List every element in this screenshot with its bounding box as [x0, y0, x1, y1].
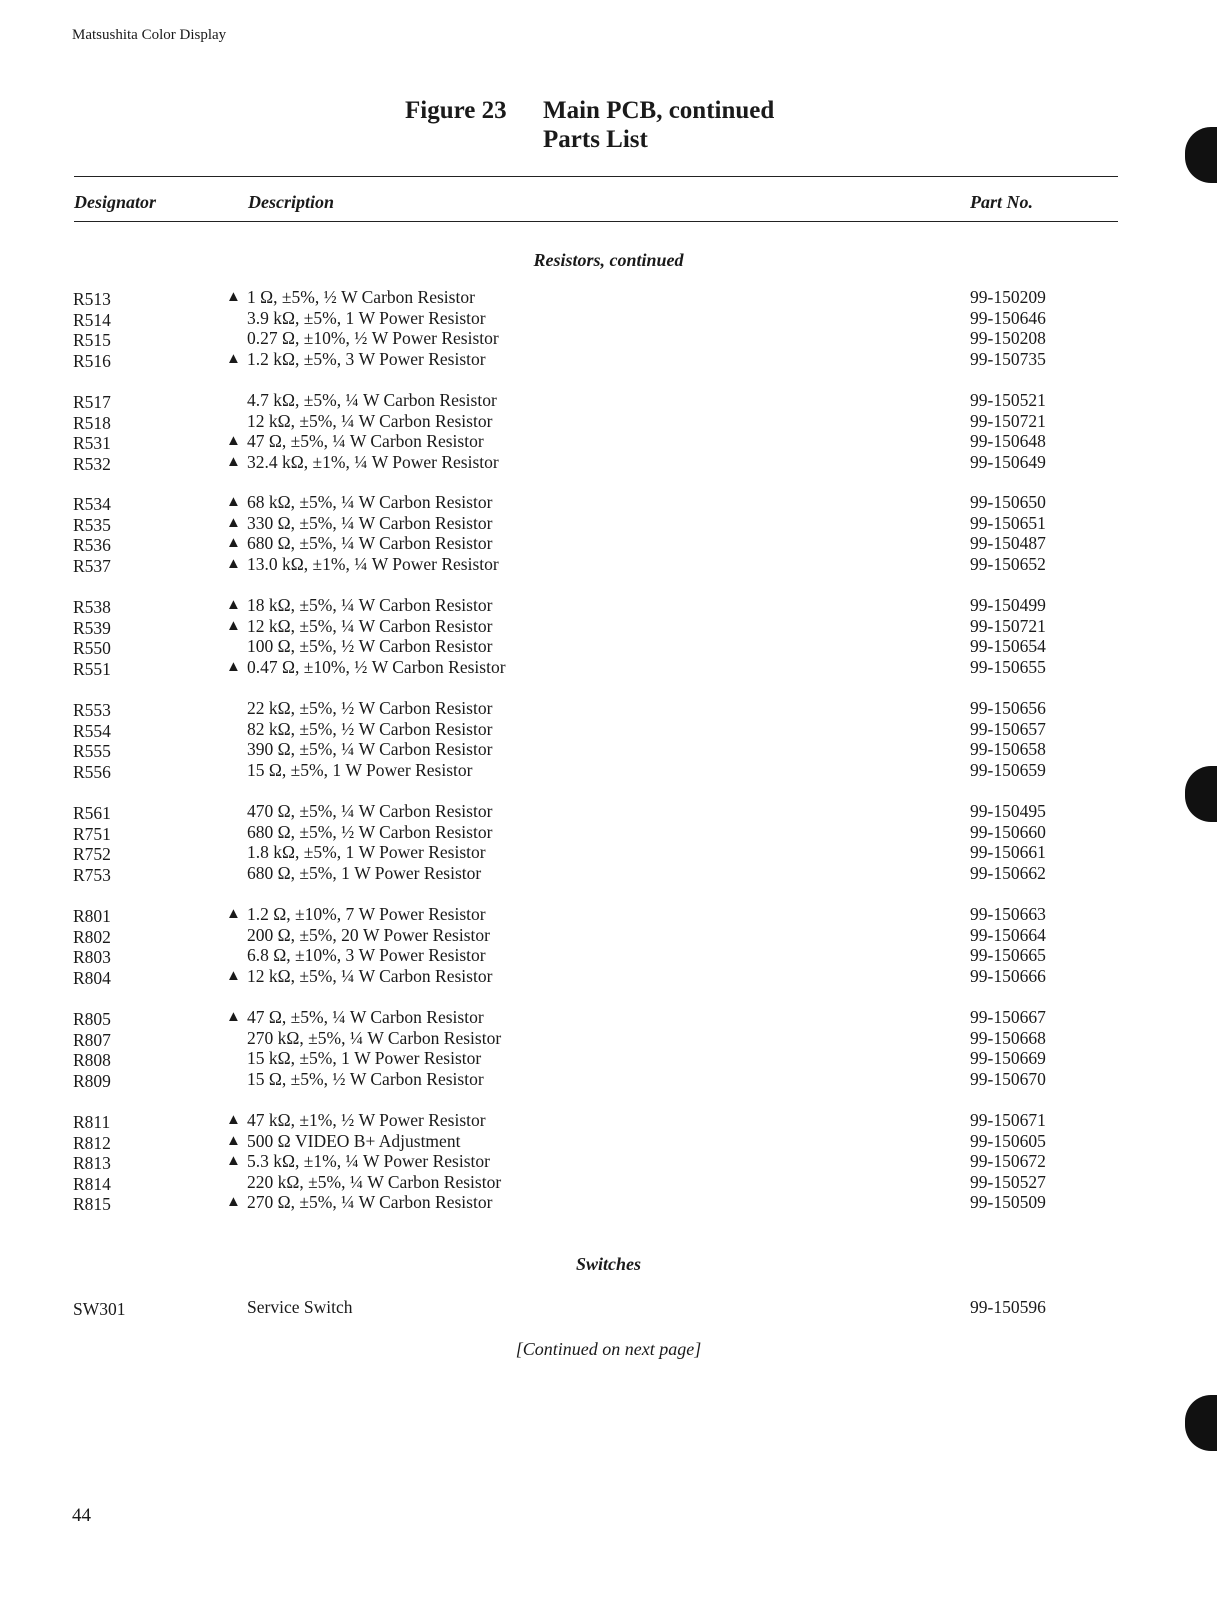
part-number-cell: 99-150652: [970, 553, 1046, 574]
table-row: [0, 1172, 1217, 1193]
designator-cell: R808: [73, 1050, 111, 1071]
description-cell: 220 kΩ, ±5%, ¼ W Carbon Resistor: [247, 1171, 502, 1192]
description-cell: 47 Ω, ±5%, ¼ W Carbon Resistor: [247, 1007, 484, 1027]
running-head: Matsushita Color Display: [72, 27, 227, 43]
designator-cell: R555: [73, 741, 111, 762]
description-cell: 15 Ω, ±5%, 1 W Power Resistor: [247, 759, 473, 780]
description-cell: 330 Ω, ±5%, ¼ W Carbon Resistor: [247, 512, 493, 533]
designator-cell: R753: [73, 864, 111, 885]
safety-triangle-icon: ▲: [226, 535, 241, 552]
designator-cell: R534: [73, 494, 111, 514]
part-number-cell: 99-150660: [970, 821, 1046, 842]
part-number-cell: 99-150721: [970, 615, 1046, 636]
table-row: [0, 657, 1217, 678]
part-number-cell: 99-150662: [970, 862, 1046, 883]
designator-cell: R804: [73, 967, 111, 988]
designator-cell: R801: [73, 906, 111, 926]
description-cell: 200 Ω, ±5%, 20 W Power Resistor: [247, 924, 490, 945]
safety-triangle-icon: ▲: [226, 555, 241, 572]
description-cell: 1 Ω, ±5%, ½ W Carbon Resistor: [247, 287, 475, 307]
part-number-cell: 99-150661: [970, 842, 1046, 863]
page-number: 44: [72, 1505, 91, 1526]
table-row: [0, 945, 1217, 966]
description-cell: 270 kΩ, ±5%, ¼ W Carbon Resistor: [247, 1027, 502, 1048]
description-cell: 15 kΩ, ±5%, 1 W Power Resistor: [247, 1048, 482, 1069]
part-number-cell: 99-150649: [970, 451, 1046, 472]
table-row: [0, 739, 1217, 760]
description-cell: 32.4 kΩ, ±1%, ¼ W Power Resistor: [247, 451, 499, 472]
description-cell: 270 Ω, ±5%, ¼ W Carbon Resistor: [247, 1192, 493, 1213]
figure-label: Figure 23: [405, 97, 507, 124]
part-number-cell: 99-150521: [970, 390, 1046, 410]
safety-triangle-icon: ▲: [226, 1112, 241, 1128]
table-row: [0, 822, 1217, 843]
safety-triangle-icon: ▲: [226, 617, 241, 634]
description-cell: 4.7 kΩ, ±5%, ¼ W Carbon Resistor: [247, 390, 497, 410]
part-number-cell: 99-150672: [970, 1151, 1046, 1172]
part-number-cell: 99-150667: [970, 1007, 1046, 1027]
table-row: [0, 904, 1217, 925]
part-number-cell: 99-150487: [970, 533, 1046, 554]
table-row: [0, 513, 1217, 534]
part-number-cell: 99-150670: [970, 1068, 1046, 1089]
part-number-cell: 99-150651: [970, 512, 1046, 533]
figure-title-line2: Parts List: [543, 126, 648, 153]
table-row: [0, 636, 1217, 657]
table-row: [0, 1028, 1217, 1049]
safety-triangle-icon: ▲: [226, 967, 241, 984]
table-row: [0, 492, 1217, 513]
table-row: [0, 328, 1217, 349]
part-number-cell: 99-150648: [970, 431, 1046, 452]
designator-cell: R811: [73, 1112, 111, 1132]
designator-cell: R556: [73, 761, 111, 782]
table-row: [0, 431, 1217, 452]
description-cell: 13.0 kΩ, ±1%, ¼ W Power Resistor: [247, 553, 499, 574]
description-cell: 82 kΩ, ±5%, ½ W Carbon Resistor: [247, 718, 493, 739]
table-row: [0, 1192, 1217, 1213]
designator-cell: R513: [73, 289, 111, 309]
part-number-cell: 99-150499: [970, 595, 1046, 615]
designator-cell: R802: [73, 926, 111, 947]
description-cell: 12 kΩ, ±5%, ¼ W Carbon Resistor: [247, 965, 493, 986]
table-row: [0, 595, 1217, 616]
part-number-cell: 99-150669: [970, 1048, 1046, 1069]
description-cell: 3.9 kΩ, ±5%, 1 W Power Resistor: [247, 307, 486, 328]
part-number-cell: 99-150665: [970, 945, 1046, 966]
safety-triangle-icon: ▲: [226, 433, 241, 450]
table-row: [0, 308, 1217, 329]
part-number-cell: 99-150666: [970, 965, 1046, 986]
safety-triangle-icon: ▲: [226, 453, 241, 470]
table-row: [0, 452, 1217, 473]
table-row: [0, 1048, 1217, 1069]
part-number-cell: 99-150654: [970, 636, 1046, 657]
part-number-cell: 99-150657: [970, 718, 1046, 739]
part-number-cell: 99-150646: [970, 307, 1046, 328]
table-row: [0, 966, 1217, 987]
designator-cell: R537: [73, 555, 111, 576]
table-row: [0, 925, 1217, 946]
designator-cell: R514: [73, 309, 111, 330]
description-cell: 22 kΩ, ±5%, ½ W Carbon Resistor: [247, 698, 493, 718]
part-number-cell: 99-150663: [970, 904, 1046, 924]
section-title-switches: Switches: [575, 1254, 641, 1274]
designator-cell: R814: [73, 1173, 111, 1194]
part-number-cell: 99-150495: [970, 801, 1046, 821]
binder-hole-bottom: [1185, 1395, 1217, 1451]
table-row: [0, 411, 1217, 432]
part-number-cell: 99-150659: [970, 759, 1046, 780]
table-row: [0, 801, 1217, 822]
safety-triangle-icon: ▲: [226, 1132, 241, 1149]
safety-triangle-icon: ▲: [226, 494, 241, 510]
part-number-cell: 99-150596: [970, 1297, 1046, 1317]
description-cell: 47 kΩ, ±1%, ½ W Power Resistor: [247, 1110, 486, 1130]
section-title-resistors: Resistors, continued: [533, 250, 684, 270]
description-cell: 1.2 Ω, ±10%, 7 W Power Resistor: [247, 904, 486, 924]
designator-cell: R532: [73, 453, 111, 474]
safety-triangle-icon: ▲: [226, 597, 241, 613]
designator-cell: R550: [73, 638, 111, 659]
description-cell: Service Switch: [247, 1297, 353, 1317]
designator-cell: R554: [73, 720, 111, 741]
description-cell: 1.8 kΩ, ±5%, 1 W Power Resistor: [247, 842, 486, 863]
table-row: [0, 1069, 1217, 1090]
designator-cell: R538: [73, 597, 111, 617]
description-cell: 500 Ω VIDEO B+ Adjustment: [247, 1130, 461, 1151]
binder-hole-top: [1185, 127, 1217, 183]
safety-triangle-icon: ▲: [226, 1153, 241, 1170]
safety-triangle-icon: ▲: [226, 1009, 241, 1025]
table-row: [0, 616, 1217, 637]
table-row: [0, 1110, 1217, 1131]
part-number-cell: 99-150208: [970, 328, 1046, 349]
table-row: [0, 863, 1217, 884]
table-row: [0, 1297, 1217, 1318]
column-header-description: Description: [248, 192, 335, 212]
continued-note: [Continued on next page]: [515, 1339, 702, 1359]
designator-cell: R551: [73, 658, 111, 679]
description-cell: 68 kΩ, ±5%, ¼ W Carbon Resistor: [247, 492, 493, 512]
part-number-cell: 99-150668: [970, 1027, 1046, 1048]
designator-cell: R752: [73, 844, 111, 865]
description-cell: 15 Ω, ±5%, ½ W Carbon Resistor: [247, 1068, 484, 1089]
figure-title-lines: [543, 96, 774, 154]
safety-triangle-icon: ▲: [226, 289, 241, 305]
designator-cell: R515: [73, 330, 111, 351]
designator-cell: R553: [73, 700, 111, 720]
description-cell: 12 kΩ, ±5%, ¼ W Carbon Resistor: [247, 615, 493, 636]
description-cell: 47 Ω, ±5%, ¼ W Carbon Resistor: [247, 431, 484, 452]
table-row: [0, 533, 1217, 554]
description-cell: 5.3 kΩ, ±1%, ¼ W Power Resistor: [247, 1151, 490, 1172]
figure-title: [405, 96, 774, 154]
description-cell: 390 Ω, ±5%, ¼ W Carbon Resistor: [247, 739, 493, 760]
part-number-cell: 99-150509: [970, 1192, 1046, 1213]
table-row: [0, 349, 1217, 370]
part-number-cell: 99-150658: [970, 739, 1046, 760]
table-row: [0, 287, 1217, 308]
designator-cell: SW301: [73, 1299, 126, 1319]
designator-cell: R805: [73, 1009, 111, 1029]
safety-triangle-icon: ▲: [226, 514, 241, 531]
table-top-rule: [74, 176, 1118, 177]
description-cell: 0.27 Ω, ±10%, ½ W Power Resistor: [247, 328, 499, 349]
part-number-cell: 99-150721: [970, 410, 1046, 431]
description-cell: 18 kΩ, ±5%, ¼ W Carbon Resistor: [247, 595, 493, 615]
description-cell: 680 Ω, ±5%, 1 W Power Resistor: [247, 862, 482, 883]
description-cell: 12 kΩ, ±5%, ¼ W Carbon Resistor: [247, 410, 493, 431]
designator-cell: R815: [73, 1194, 111, 1215]
part-number-cell: 99-150605: [970, 1130, 1046, 1151]
part-number-cell: 99-150527: [970, 1171, 1046, 1192]
table-row: [0, 719, 1217, 740]
table-row: [0, 390, 1217, 411]
table-row: [0, 1131, 1217, 1152]
figure-title-line1: Main PCB, continued: [543, 97, 775, 124]
safety-triangle-icon: ▲: [226, 906, 241, 922]
description-cell: 0.47 Ω, ±10%, ½ W Carbon Resistor: [247, 656, 506, 677]
description-cell: 1.2 kΩ, ±5%, 3 W Power Resistor: [247, 348, 486, 369]
designator-cell: R809: [73, 1070, 111, 1091]
table-row: [0, 1007, 1217, 1028]
table-row: [0, 1151, 1217, 1172]
description-cell: 6.8 Ω, ±10%, 3 W Power Resistor: [247, 945, 486, 966]
table-header-rule: [74, 221, 1118, 222]
part-number-cell: 99-150656: [970, 698, 1046, 718]
designator-cell: R535: [73, 514, 111, 535]
designator-cell: R813: [73, 1153, 111, 1174]
designator-cell: R536: [73, 535, 111, 556]
designator-cell: R807: [73, 1029, 111, 1050]
table-row: [0, 554, 1217, 575]
designator-cell: R561: [73, 803, 111, 823]
safety-triangle-icon: ▲: [226, 658, 241, 675]
safety-triangle-icon: ▲: [226, 1194, 241, 1211]
description-cell: 470 Ω, ±5%, ¼ W Carbon Resistor: [247, 801, 493, 821]
column-header-part-no: Part No.: [970, 192, 1033, 212]
designator-cell: R751: [73, 823, 111, 844]
part-number-cell: 99-150650: [970, 492, 1046, 512]
part-number-cell: 99-150655: [970, 656, 1046, 677]
table-row: [0, 842, 1217, 863]
part-number-cell: 99-150209: [970, 287, 1046, 307]
designator-cell: R531: [73, 433, 111, 454]
designator-cell: R518: [73, 412, 111, 433]
description-cell: 680 Ω, ±5%, ½ W Carbon Resistor: [247, 821, 493, 842]
designator-cell: R539: [73, 617, 111, 638]
column-header-designator: Designator: [74, 192, 157, 212]
table-row: [0, 760, 1217, 781]
designator-cell: R812: [73, 1132, 111, 1153]
part-number-cell: 99-150671: [970, 1110, 1046, 1130]
description-cell: 100 Ω, ±5%, ½ W Carbon Resistor: [247, 636, 493, 657]
designator-cell: R516: [73, 350, 111, 371]
part-number-cell: 99-150664: [970, 924, 1046, 945]
description-cell: 680 Ω, ±5%, ¼ W Carbon Resistor: [247, 533, 493, 554]
part-number-cell: 99-150735: [970, 348, 1046, 369]
safety-triangle-icon: ▲: [226, 350, 241, 367]
designator-cell: R517: [73, 392, 111, 412]
table-row: [0, 698, 1217, 719]
designator-cell: R803: [73, 947, 111, 968]
